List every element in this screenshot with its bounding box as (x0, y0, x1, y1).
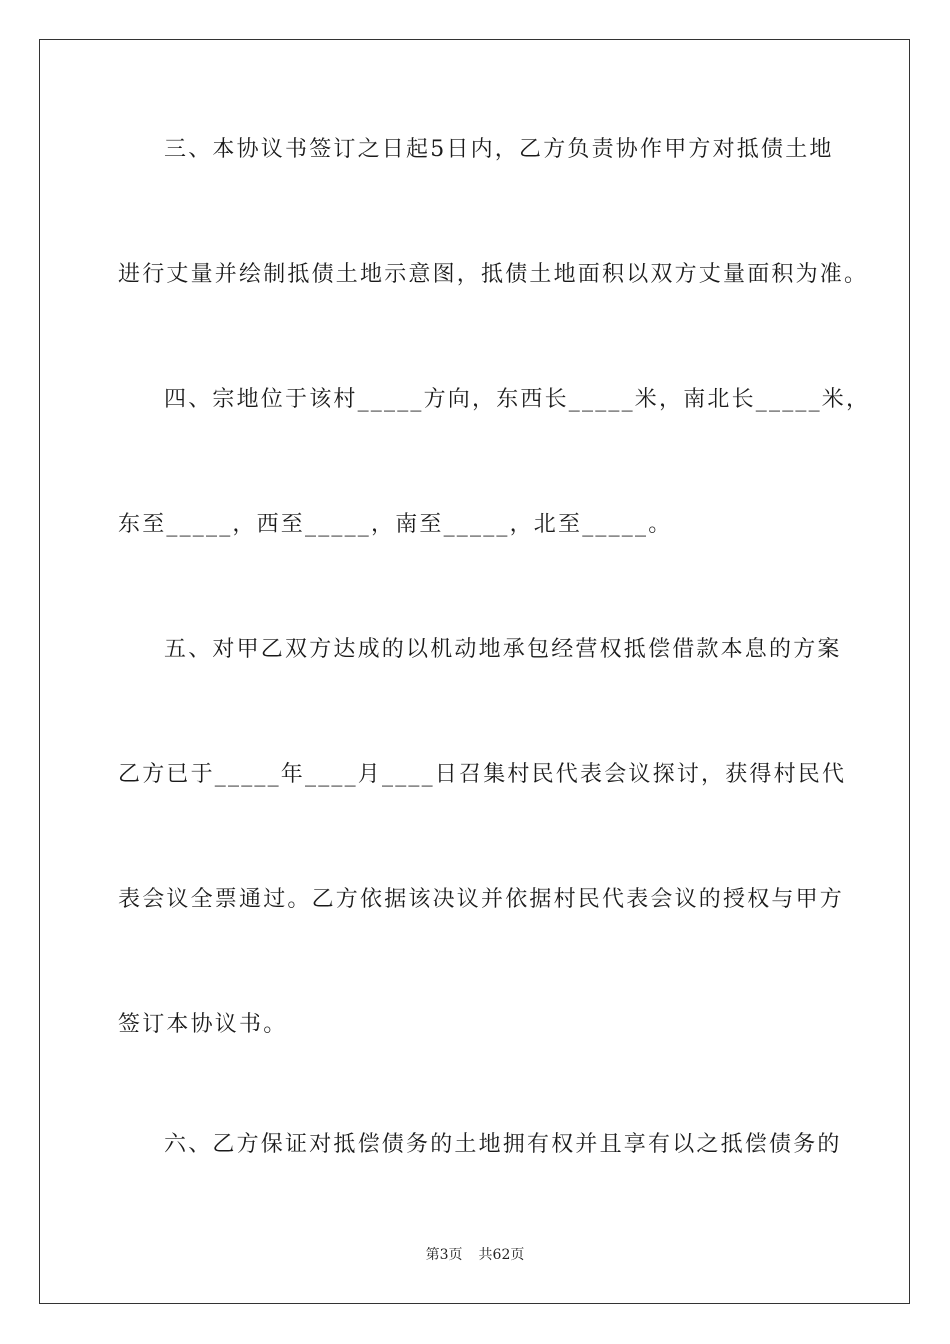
paragraph-3-line-2: 进行丈量并绘制抵债土地示意图，抵债土地面积以双方丈量面积为准。 (118, 262, 869, 287)
paragraph-5-line-2: 乙方已于_____年____月____日召集村民代表会议探讨，获得村民代 (118, 762, 847, 787)
page-number: 第3页 (425, 1247, 463, 1263)
paragraph-5-line-4: 签订本协议书。 (118, 1012, 288, 1037)
paragraph-6-line-1: 六、乙方保证对抵偿债务的土地拥有权并且享有以之抵偿债务的 (164, 1132, 842, 1157)
page-footer (0, 1246, 950, 1264)
paragraph-5-line-3: 表会议全票通过。乙方依据该决议并依据村民代表会议的授权与甲方 (118, 887, 845, 912)
paragraph-5-line-1: 五、对甲乙双方达成的以机动地承包经营权抵偿借款本息的方案 (164, 637, 842, 662)
paragraph-4-line-2: 东至_____，西至_____，南至_____，北至_____。 (118, 512, 673, 537)
page-border (39, 39, 910, 1304)
paragraph-4-line-1: 四、宗地位于该村_____方向，东西长_____米，南北长_____米， (164, 387, 871, 412)
page-total: 共62页 (478, 1247, 525, 1263)
paragraph-3-line-1: 三、本协议书签订之日起5日内，乙方负责协作甲方对抵债土地 (164, 137, 834, 162)
